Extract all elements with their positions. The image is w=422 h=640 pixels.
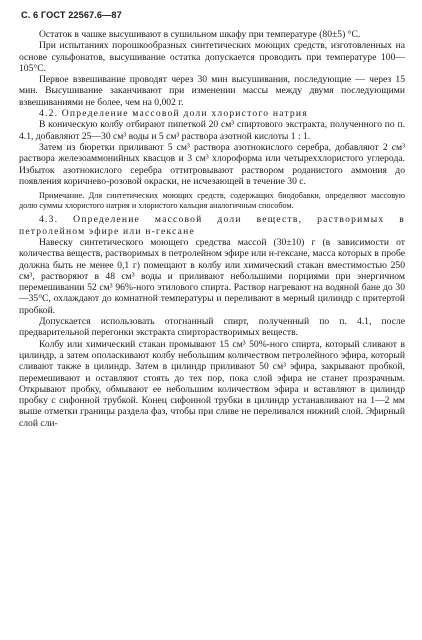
section-heading-4-2: 4.2. Определение массовой доли хлористого натрия <box>39 108 308 120</box>
paragraph-flask: В коническую колбу отбирают пипеткой 20 см³ спиртового экстракта, полученного по п. 4.1, добавляют 25—30 см³ воды и 5 см³ раствора азотной кислоты 1 : 1. <box>19 119 405 142</box>
paragraph-distilled-spirit: Допускается использовать отогнанный спирт, полученный по п. 4.1, после предварительной перегонки экстракта спирторастворимых веществ. <box>19 316 405 339</box>
paragraph-weighing: Первое взвешивание проводят через 30 мин высушивания, последующие — через 15 мин. Высушивание заканчивают при изменении массы между двумя последующими взвешиваниями не более, чем на 0,002 г. <box>19 74 405 108</box>
page-header: С. 6 ГОСТ 22567.6—87 <box>21 10 122 20</box>
paragraph-burette: Затем из бюретки приливают 5 см³ раствора азотнокислого серебра, добавляют 2 см³ раствора железоаммонийных квасцов и 3 см³ хлороформа или четыреххлористого углерода. Избыток азотнокислого серебра оттитровывают раствором роданистого аммония до появления коричнево-розовой окраски, не исчезающей в течение 30 с. <box>19 141 405 187</box>
note-paragraph: Примечание. Для синтетических моющих средств, содержащих биодобавки, определяют массовую долю суммы хлористого натрия и хлористого кальция аналогичным способом. <box>19 191 405 210</box>
paragraph-drying: Остаток в чашке высушивают в сушильном шкафу при температуре (80±5) °С. <box>39 29 361 40</box>
paragraph-sample: Навеску синтетического моющего средства массой (30±10) г (в зависимости от количества веществ, растворимых в петролейном эфире или н-гексане, масса которых в пробе должна быть не менее 0,1 г) помещают в колбу или химический стакан вместимостью 250 см³, растворяют в 48 см³ воды и приливают небольшими порциями при энергичном перемешивании 52 см³ 96%-ного этилового спирта. Раствор нагревают на водяной бане до 30—35°С, охлаждают до комнатной температуры и переливают в мерный цилиндр с притертой пробкой. <box>19 236 405 316</box>
paragraph-rinse: Колбу или химический стакан промывают 15 см³ 50%-ного спирта, который сливают в цилиндр, а затем ополаскивают колбу небольшим количеством петролейного эфира, который сливают также в цилиндр. Затем в цилиндр приливают 50 см³ эфира, закрывают пробкой, перемешивают и оставляют стоять до тех пор, пока слой эфира не станет прозрачным. Открывают пробку, обмывают ее небольшим количеством эфира и вставляют в цилиндр пробку с сифонной трубкой. Конец сифонной трубки в цилиндр устанавливают на 1—2 мм выше отметки границы раздела фаз, чтобы при сливе не переливался нижний слой. Эфирный слой сли- <box>19 338 405 429</box>
paragraph-sulfonates: При испытаниях порошкообразных синтетических моющих средств, изготовленных на основе сульфонатов, высушивание остатка допускается проводить при температуре 100—105°С. <box>19 40 405 74</box>
section-heading-4-3: 4.3. Определение массовой доли веществ, растворимых в петролейном эфире или н-гексане <box>19 214 405 237</box>
